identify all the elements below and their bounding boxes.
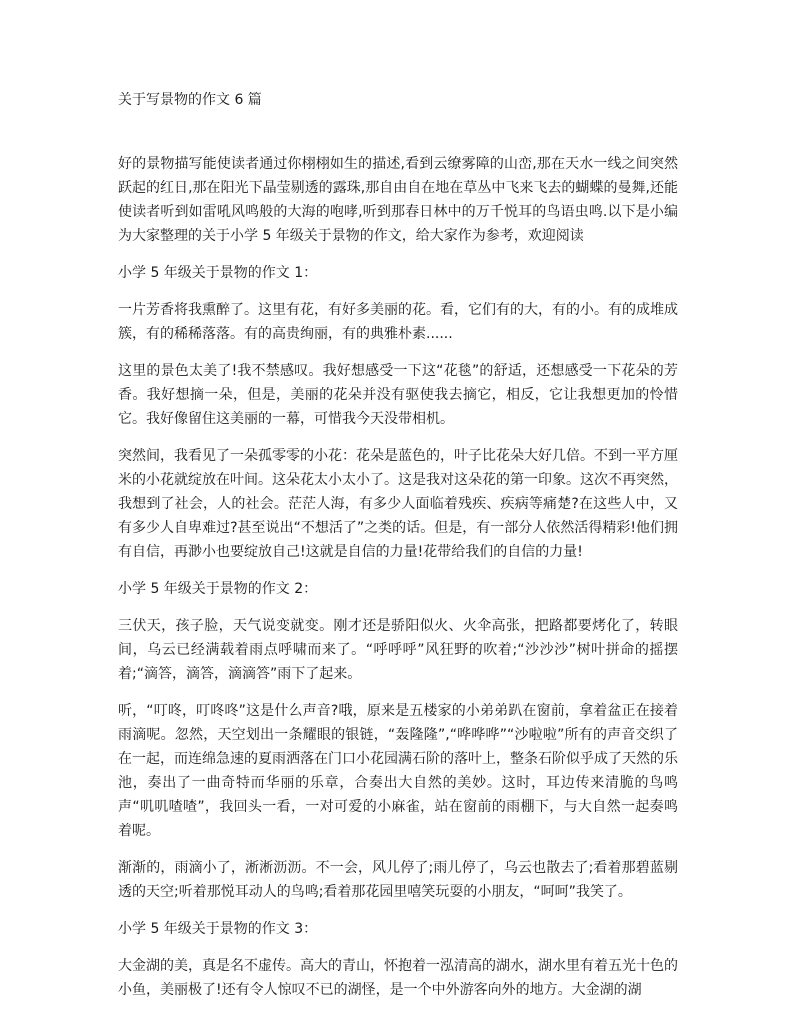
body-paragraph: 突然间，我看见了一朵孤零零的小花：花朵是蓝色的，叶子比花朵大好几倍。不到一平方厘米的小花就绽放在叶间。这朵花太小太小了。这是我对这朵花的第一印象。这次不再突然，我想到了社会，人的社会。茫茫人海，有多少人面临着残疾、疾病等痛楚?在这些人中，又有多少人自卑难过?甚至说出“不想活了”之类的话。但是，有一部分人依然活得精彩!他们拥有自信，再渺小也要绽放自己!这就是自信的力量!花带给我们的自信的力量!: [118, 448, 678, 560]
essay-section-3: [118, 917, 678, 1002]
intro-paragraph: 好的景物描写能使读者通过你栩栩如生的描述,看到云缭雾障的山峦,那在天水一线之间突然跃起的红日,那在阳光下晶莹剔透的露珠,那自由自在地在草丛中飞来飞去的蝴蝶的曼舞,还能使读者听到如雷吼风鸣般的大海的咆哮,听到那春日林中的万千悦耳的鸟语虫鸣.以下是小编为大家整理的关于小学 5 年级关于景物的作文，给大家作为参考，欢迎阅读: [118, 156, 678, 244]
essay-section-1: [118, 261, 678, 564]
section-heading: 小学 5 年级关于景物的作文 3：: [118, 921, 318, 937]
document-body: [118, 152, 678, 1015]
body-paragraph: 渐渐的，雨滴小了，淅淅沥沥。不一会，风儿停了;雨儿停了，乌云也散去了;看着那碧蓝剔透的天空;听着那悦耳动人的鸟鸣;看着那花园里嘻笑玩耍的小朋友，“呵呵”我笑了。: [118, 860, 678, 900]
essay-section-2: [118, 577, 678, 904]
body-paragraph: 听，“叮咚，叮咚咚”这是什么声音?哦，原来是五楼家的小弟弟趴在窗前，拿着盆正在接着雨滴呢。忽然，天空划出一条耀眼的银链，“轰隆隆”,“哗哗哗”“沙啦啦”所有的声音交织了在一起，而连绵急速的夏雨洒落在门口小花园满石阶的落叶上，整条石阶似乎成了天然的乐池，奏出了一曲奇特而华丽的乐章，合奏出大自然的美妙。这时，耳边传来清脆的鸟鸣声“叽叽喳喳”，我回头一看，一对可爱的小麻雀，站在窗前的雨棚下，与大自然一起奏鸣着呢。: [118, 703, 678, 839]
body-paragraph: 这里的景色太美了!我不禁感叹。我好想感受一下这“花毯”的舒适，还想感受一下花朵的芳香。我好想摘一朵，但是，美丽的花朵并没有驱使我去摘它，相反，它让我想更加的怜惜它。我好像留住这美丽的一幕，可惜我今天没带相机。: [118, 363, 678, 427]
body-paragraph: 三伏天，孩子脸，天气说变就变。刚才还是骄阳似火、火伞高张，把路都要烤化了，转眼间，乌云已经满载着雨点呼啸而来了。“呼呼呼”风狂野的吹着;“沙沙沙”树叶拼命的摇摆着;“滴答，滴答，滴滴答”雨下了起来。: [118, 618, 678, 682]
body-paragraph: 大金湖的美，真是名不虚传。高大的青山，怀抱着一泓清高的湖水，湖水里有着五光十色的小鱼，美丽极了!还有令人惊叹不已的湖怪，是一个中外游客向外的地方。大金湖的湖: [118, 958, 678, 998]
section-heading: 小学 5 年级关于景物的作文 2：: [118, 581, 318, 597]
body-paragraph: 一片芳香将我熏醉了。这里有花，有好多美丽的花。看，它们有的大，有的小。有的成堆成簇，有的稀稀落落。有的高贵绚丽，有的典雅朴素......: [118, 302, 678, 342]
section-heading: 小学 5 年级关于景物的作文 1：: [118, 265, 318, 281]
document-title: 关于写景物的作文 6 篇: [118, 92, 262, 108]
